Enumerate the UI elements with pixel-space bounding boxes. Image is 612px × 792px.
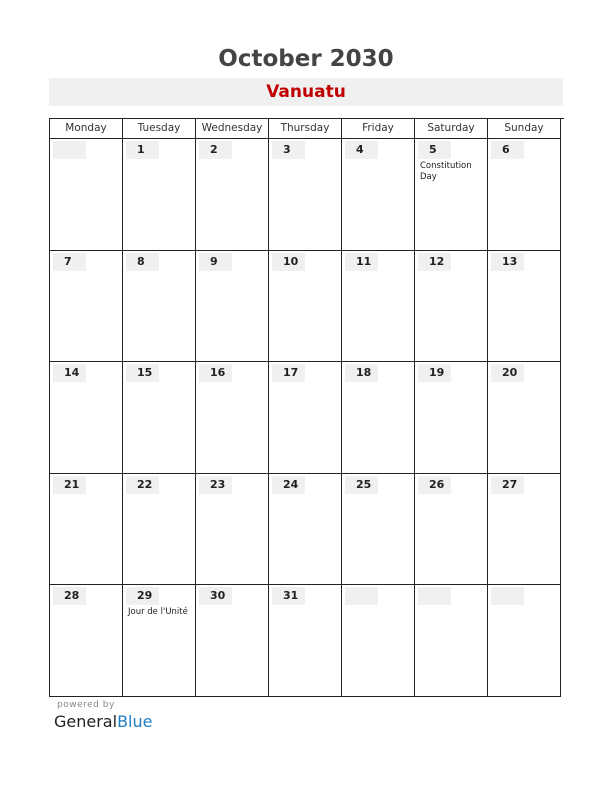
day-number: 8 xyxy=(126,253,159,271)
calendar-grid xyxy=(49,118,564,697)
day-number: 4 xyxy=(345,141,378,159)
day-cell-25 xyxy=(342,474,415,586)
calendar-title: October 2030 xyxy=(218,46,394,72)
day-number: 23 xyxy=(199,476,232,494)
weekday-saturday: Saturday xyxy=(415,119,488,139)
day-number: 10 xyxy=(272,253,305,271)
day-cell-empty xyxy=(415,585,488,697)
day-cell-4 xyxy=(342,139,415,251)
weekday-sunday: Sunday xyxy=(488,119,561,139)
day-number: 11 xyxy=(345,253,378,271)
day-number: 26 xyxy=(418,476,451,494)
day-number: 31 xyxy=(272,587,305,605)
day-number: 28 xyxy=(53,587,86,605)
day-number: 2 xyxy=(199,141,232,159)
day-cell-11 xyxy=(342,251,415,363)
day-cell-30 xyxy=(196,585,269,697)
day-number: 19 xyxy=(418,364,451,382)
day-cell-27 xyxy=(488,474,561,586)
day-number: 12 xyxy=(418,253,451,271)
day-cell-7 xyxy=(50,251,123,363)
day-cell-14 xyxy=(50,362,123,474)
day-number: 25 xyxy=(345,476,378,494)
week-row xyxy=(50,139,564,251)
day-number: 15 xyxy=(126,364,159,382)
weekday-wednesday: Wednesday xyxy=(196,119,269,139)
weeks-container xyxy=(50,139,564,697)
week-row xyxy=(50,585,564,697)
day-number: 18 xyxy=(345,364,378,382)
weekday-friday: Friday xyxy=(342,119,415,139)
day-number: 5 xyxy=(418,141,451,159)
day-cell-2 xyxy=(196,139,269,251)
day-number xyxy=(418,587,451,605)
weekday-thursday: Thursday xyxy=(269,119,342,139)
holiday-label: Constitution Day xyxy=(420,161,472,182)
week-row xyxy=(50,474,564,586)
day-cell-28 xyxy=(50,585,123,697)
day-number xyxy=(53,141,86,159)
day-number: 1 xyxy=(126,141,159,159)
day-cell-1 xyxy=(123,139,196,251)
day-cell-empty xyxy=(50,139,123,251)
day-number: 20 xyxy=(491,364,524,382)
day-number: 14 xyxy=(53,364,86,382)
brand-blue: Blue xyxy=(117,712,153,731)
day-cell-24 xyxy=(269,474,342,586)
day-number: 21 xyxy=(53,476,86,494)
day-cell-19 xyxy=(415,362,488,474)
day-cell-6 xyxy=(488,139,561,251)
day-cell-10 xyxy=(269,251,342,363)
day-number: 22 xyxy=(126,476,159,494)
day-number: 16 xyxy=(199,364,232,382)
day-cell-13 xyxy=(488,251,561,363)
week-row xyxy=(50,362,564,474)
brand-general: General xyxy=(54,712,118,731)
holiday-label: Jour de l'Unité xyxy=(128,607,188,618)
weekday-header-row xyxy=(50,119,564,139)
day-cell-26 xyxy=(415,474,488,586)
day-number: 30 xyxy=(199,587,232,605)
day-cell-17 xyxy=(269,362,342,474)
day-cell-empty xyxy=(342,585,415,697)
day-cell-12 xyxy=(415,251,488,363)
weekday-tuesday: Tuesday xyxy=(123,119,196,139)
day-number: 6 xyxy=(491,141,524,159)
day-number: 9 xyxy=(199,253,232,271)
day-number: 3 xyxy=(272,141,305,159)
day-cell-16 xyxy=(196,362,269,474)
day-number xyxy=(491,587,524,605)
day-cell-3 xyxy=(269,139,342,251)
generalblue-logo[interactable] xyxy=(54,712,152,731)
day-number: 13 xyxy=(491,253,524,271)
day-cell-18 xyxy=(342,362,415,474)
country-name: Vanuatu xyxy=(49,78,563,106)
day-number: 27 xyxy=(491,476,524,494)
day-number: 24 xyxy=(272,476,305,494)
day-cell-empty xyxy=(488,585,561,697)
day-cell-31 xyxy=(269,585,342,697)
day-cell-8 xyxy=(123,251,196,363)
week-row xyxy=(50,251,564,363)
day-number: 7 xyxy=(53,253,86,271)
day-number: 17 xyxy=(272,364,305,382)
day-cell-23 xyxy=(196,474,269,586)
day-number: 29 xyxy=(126,587,159,605)
day-cell-21 xyxy=(50,474,123,586)
day-cell-20 xyxy=(488,362,561,474)
day-cell-22 xyxy=(123,474,196,586)
day-cell-5 xyxy=(415,139,488,251)
weekday-monday: Monday xyxy=(50,119,123,139)
powered-by-label: powered by xyxy=(57,700,115,710)
day-number xyxy=(345,587,378,605)
day-cell-15 xyxy=(123,362,196,474)
day-cell-9 xyxy=(196,251,269,363)
day-cell-29 xyxy=(123,585,196,697)
